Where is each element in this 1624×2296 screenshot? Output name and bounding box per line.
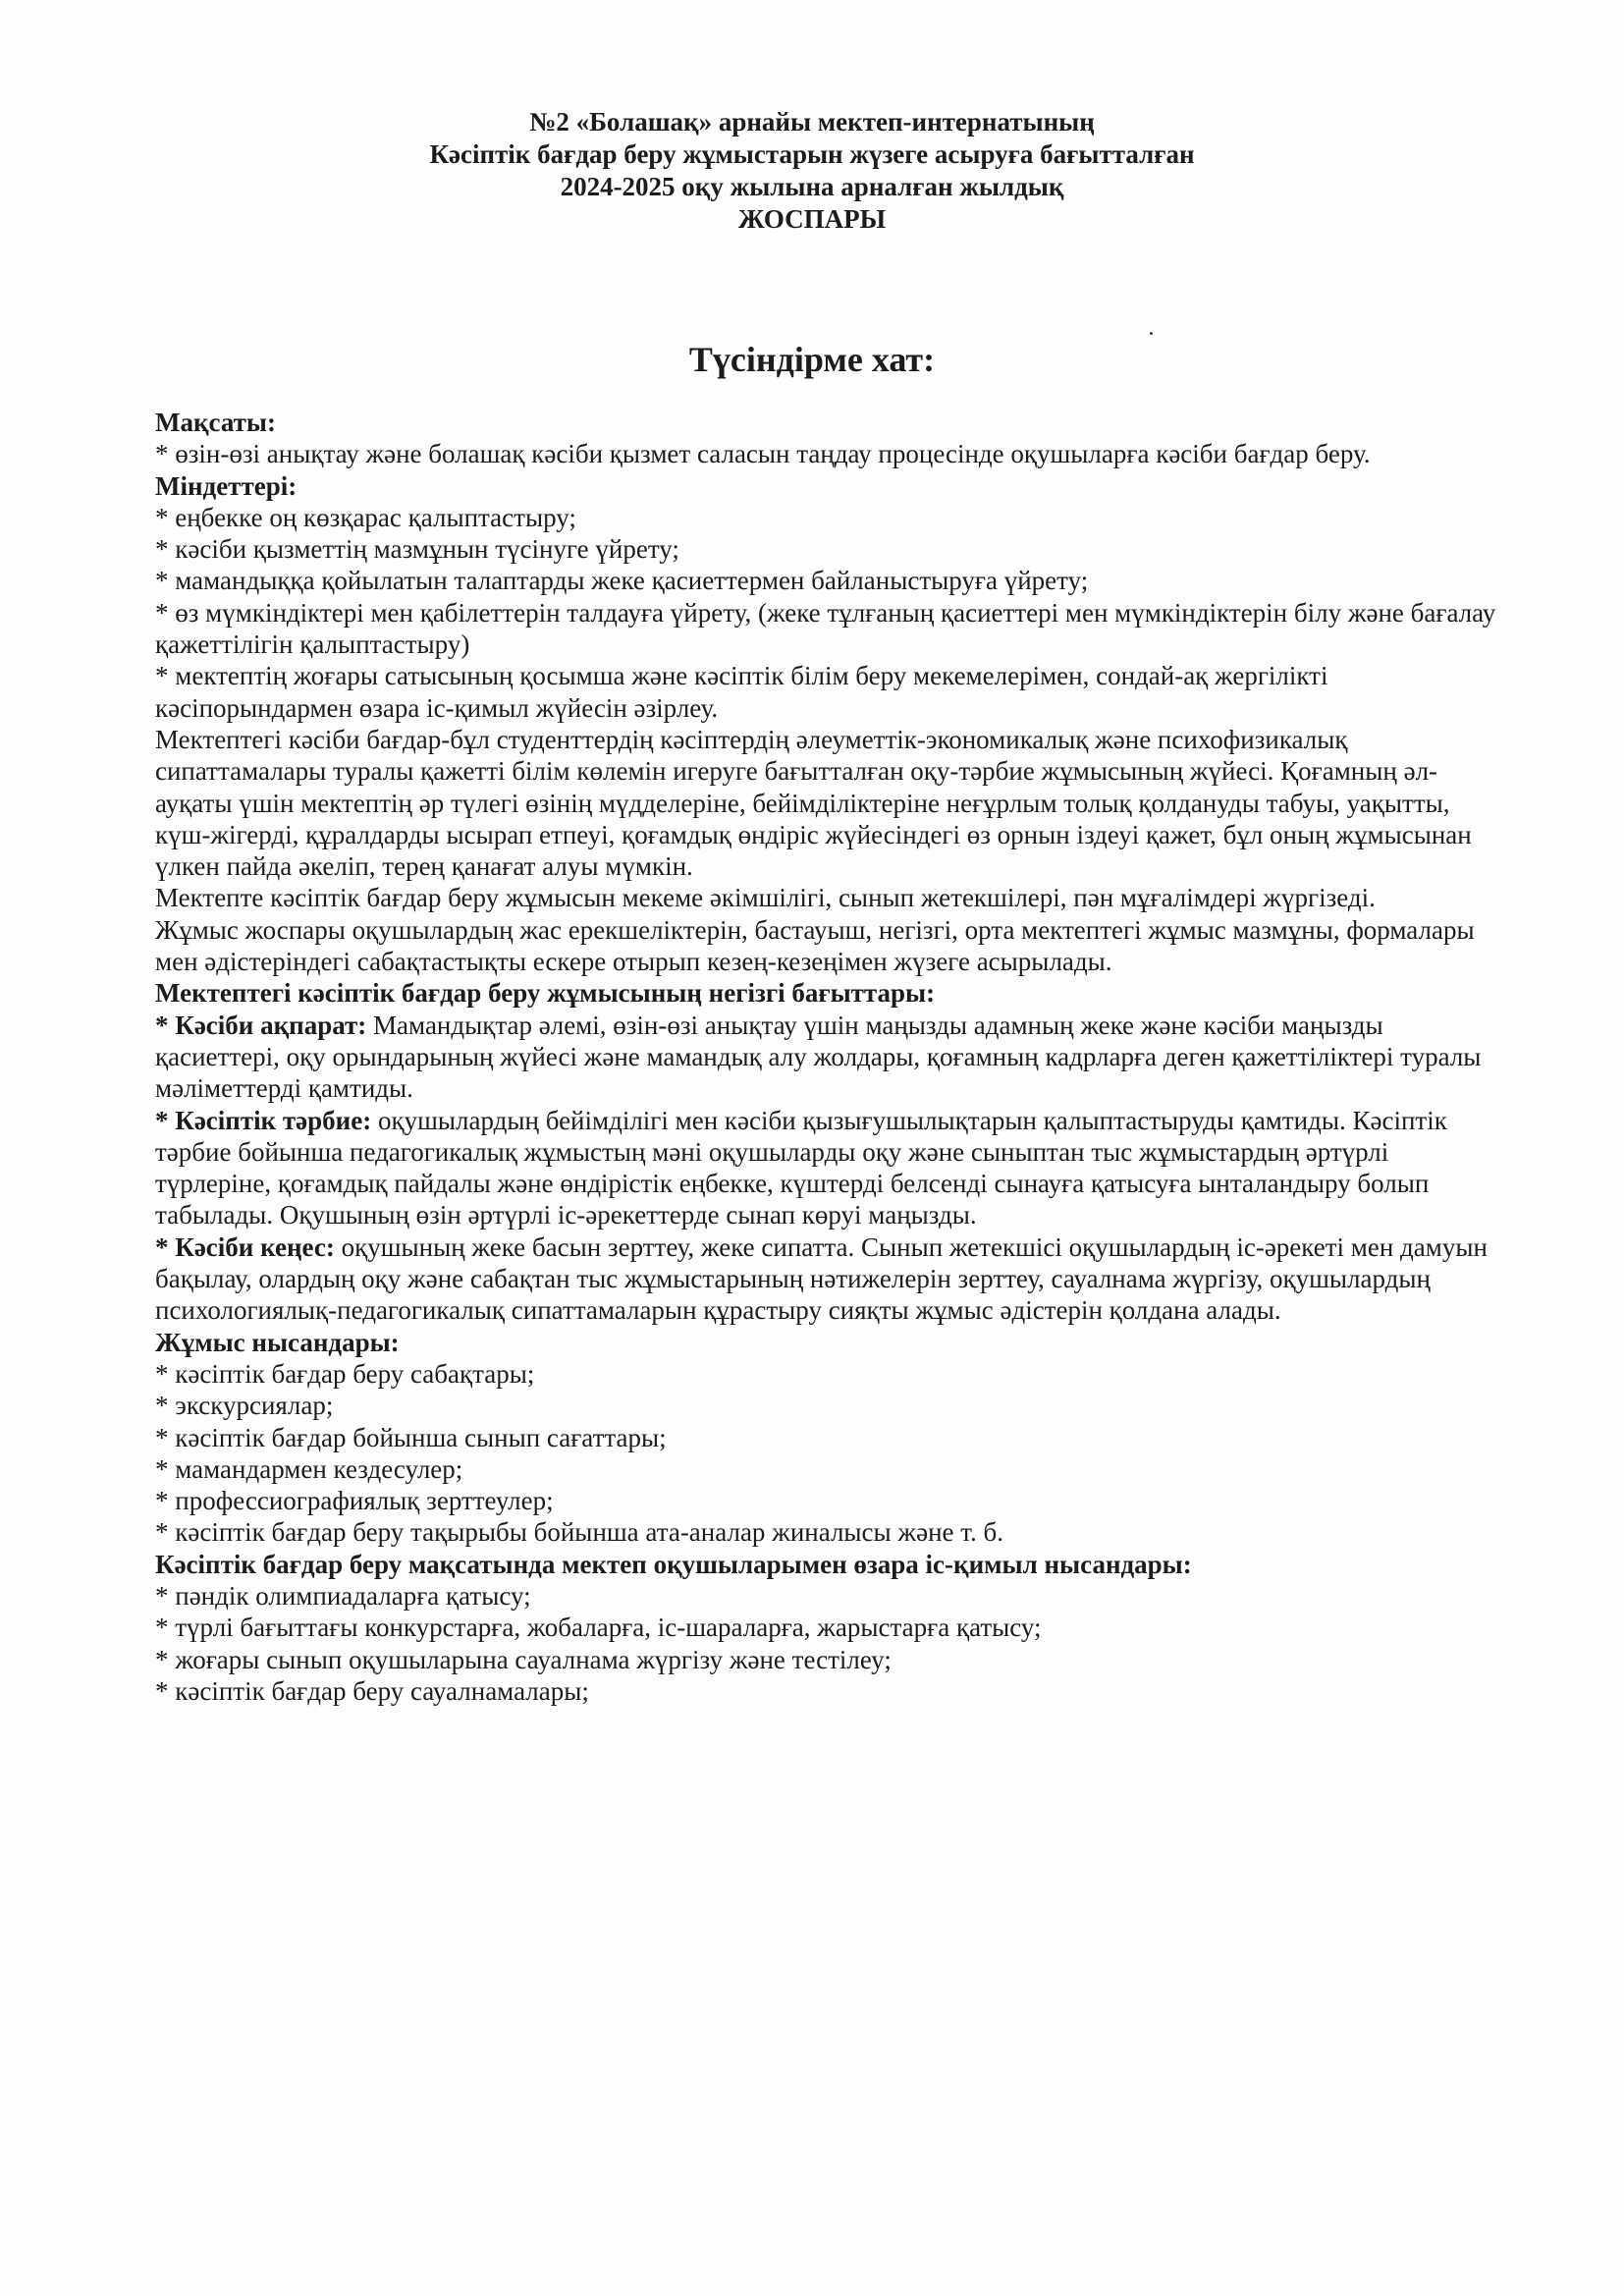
list-item: * өз мүмкіндіктері мен қабілеттерін талдауға үйрету, (жеке тұлғаның қасиеттері мен мүмкіндіктерін білу және бағалау қажеттілігін қалыптастыру): [155, 597, 1496, 660]
document-body: [155, 407, 1510, 1707]
scan-speck: [1150, 332, 1153, 335]
direction-item: [155, 1010, 1510, 1105]
document-header: [0, 106, 1624, 236]
list-item: * мектептің жоғары сатысының қосымша және кәсіптік білім беру мекемелерімен, сондай-ақ жергілікті кәсіпорындармен өзара іс-қимыл жүйесін әзірлеу.: [155, 661, 1328, 723]
direction-item: [155, 1105, 1510, 1231]
tasks-list: [155, 502, 1510, 724]
list-item: * түрлі бағыттағы конкурстарға, жобаларға, іс-шараларға, жарыстарға қатысу;: [155, 1613, 1042, 1643]
paragraph-work-plan: Жұмыс жоспары оқушылардың жас ерекшеліктерін, бастауыш, негізгі, орта мектептегі жұмыс мазмұны, формалары мен әдістеріндегі сабақтастықты ескере отырып кезең-кезеңімен жүзеге асырылады.: [155, 914, 1475, 977]
list-item: * пәндік олимпиадаларға қатысу;: [155, 1580, 531, 1611]
direction-label: * Кәсіптік тәрбие:: [155, 1105, 372, 1135]
list-item: * кәсіби қызметтің мазмұнын түсінуге үйрету;: [155, 534, 679, 565]
list-item: * кәсіптік бағдар беру сабақтары;: [155, 1358, 535, 1389]
list-item: * кәсіптік бағдар беру тақырыбы бойынша ата-аналар жиналысы және т. б.: [155, 1517, 1004, 1548]
list-item: * профессиографиялық зерттеулер;: [155, 1486, 554, 1516]
goal-text: * өзін-өзі анықтау және болашақ кәсіби қызмет саласын таңдау процесінде оқушыларға кәсіби бағдар беру.: [155, 439, 1371, 469]
list-item: * экскурсиялар;: [155, 1391, 334, 1421]
interaction-forms-heading: Кәсіптік бағдар беру мақсатында мектеп оқушыларымен өзара іс-қимыл нысандары:: [155, 1549, 1192, 1579]
list-item: * еңбекке оң көзқарас қалыптастыру;: [155, 502, 576, 532]
direction-text: оқушылардың бейімділігі мен кәсіби қызығушылықтарын қалыптастыруды қамтиды. Кәсіптік тәрбие бойынша педагогикалық жұмыстың мәні оқушыларды оқу және сыныптан тыс жұмыстардың әртүрлі түрлеріне, қоғамдық пайдалы және өндірістік еңбекке, күштерді белсенді сынауға қатысуға ынталандыру болып табылады. Оқушының өзін әртүрлі іс-әрекеттерде сынап көруі маңызды.: [155, 1105, 1447, 1230]
interaction-forms-list: [155, 1580, 1510, 1707]
tasks-heading: Міндеттері:: [155, 470, 298, 501]
work-forms-list: [155, 1358, 1510, 1549]
directions-heading: Мектептегі кәсіптік бағдар беру жұмысының негізгі бағыттары:: [155, 978, 936, 1009]
direction-label: * Кәсіби ақпарат:: [155, 1010, 367, 1040]
paragraph-career-guidance: Мектептегі кәсіби бағдар-бұл студенттердің кәсіптердің әлеуметтік-экономикалық және психофизикалық сипаттамалары туралы қажетті білім көлемін игеруге бағытталған оқу-тәрбие жұмысының жүйесі. Қоғамның әл-ауқаты үшін мектептің әр түлегі өзінің мүдделеріне, бейімділіктеріне неғұрлым толық қолдануды табуы, уақытты, күш-жігерді, құралдарды ысырап етпеуі, қоғамдық өндіріс жүйесіндегі өз орнын іздеуі қажет, бұл оның жұмысынан үлкен пайда әкеліп, терең қанағат алуы мүмкін.: [155, 724, 1472, 882]
direction-label: * Кәсіби кеңес:: [155, 1231, 335, 1262]
list-item: * кәсіптік бағдар беру сауалнамалары;: [155, 1675, 589, 1706]
header-line-plan: ЖОСПАРЫ: [737, 204, 887, 234]
list-item: * мамандыққа қойылатын талаптарды жеке қасиеттермен байланыстыруға үйрету;: [155, 566, 1089, 596]
list-item: * кәсіптік бағдар бойынша сынып сағаттары;: [155, 1422, 667, 1452]
list-item: * жоғары сынып оқушыларына сауалнама жүргізу және тестілеу;: [155, 1644, 892, 1674]
list-item: * мамандармен кездесулер;: [155, 1453, 463, 1484]
direction-item: [155, 1231, 1510, 1327]
direction-text: оқушының жеке басын зерттеу, жеке сипатта. Сынып жетекшісі оқушылардың іс-әрекеті мен дамуын бақылау, олардың оқу және сабақтан тыс жұмыстарының нәтижелерін зерттеу, сауалнама жүргізу, оқушылардың психологиялық-педагогикалық сипаттамаларын құрастыру сияқты жұмыс әдістерін қолдана алады.: [155, 1231, 1488, 1326]
header-line-year: 2024-2025 оқу жылына арналған жылдық: [560, 172, 1064, 201]
paragraph-responsible: Мектепте кәсіптік бағдар беру жұмысын мекеме әкімшілігі, сынып жетекшілері, пән мұғалімдері жүргізеді.: [155, 883, 1376, 913]
direction-text: Мамандықтар әлемі, өзін-өзі анықтау үшін маңызды адамның жеке және кәсіби маңызды қасиеттері, оқу орындарының жүйесі және мамандық алу жолдары, қоғамның кадрларға деген қажеттіліктері туралы мәліметтерді қамтиды.: [155, 1010, 1482, 1104]
work-forms-heading: Жұмыс нысандары:: [155, 1327, 400, 1357]
explanatory-note-title: Түсіндірме хат:: [688, 340, 936, 379]
header-line-purpose: Кәсіптік бағдар беру жұмыстарын жүзеге асыруға бағытталған: [429, 139, 1195, 169]
goal-heading: Мақсаты:: [155, 408, 276, 437]
header-line-school: №2 «Болашақ» арнайы мектеп-интернатының: [529, 107, 1095, 137]
